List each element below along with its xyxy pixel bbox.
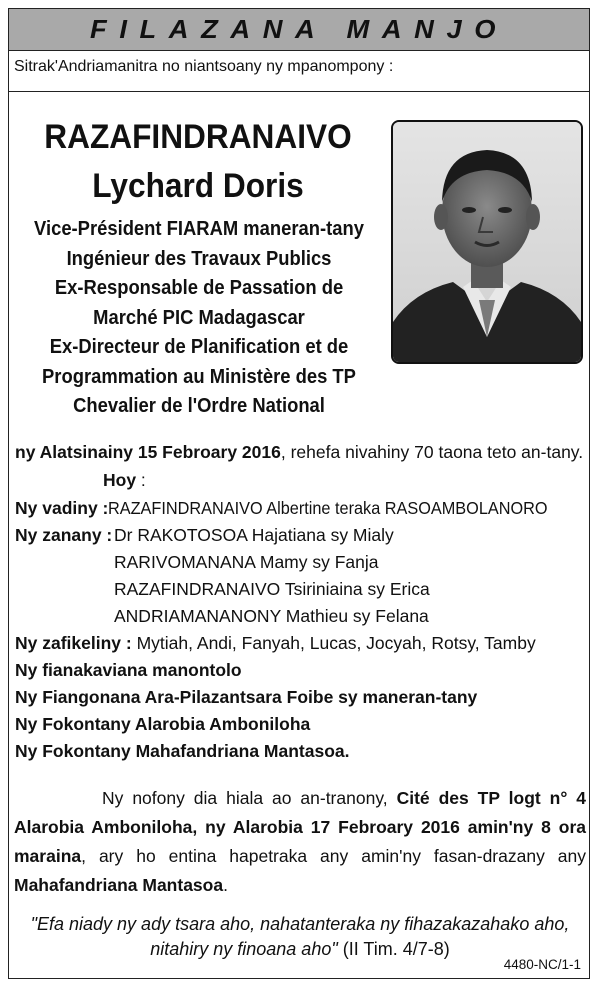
title-line: Programmation au Ministère des TP <box>42 365 356 388</box>
deceased-titles <box>19 215 379 422</box>
header-title: FILAZANA MANJO <box>89 14 509 44</box>
quote-reference: (II Tim. 4/7-8) <box>337 939 450 959</box>
other-family-text: Ny fianakaviana manontolo <box>15 660 242 680</box>
title-line: Ex-Responsable de Passation de <box>54 277 344 299</box>
grandchildren-label: Ny zafikeliny : <box>15 633 132 653</box>
death-rest: , rehefa nivahiny 70 taona teto an-tany. <box>280 442 584 462</box>
funeral-place-time: Cité des TP logt n° 4 Alarobia Amboniloha, ny Alarobia 17 Febroary 2016 amin'ny 8 ora maraina <box>14 788 587 866</box>
notice-header <box>9 9 589 51</box>
funeral-details <box>14 784 586 900</box>
death-date: ny Alatsinainy 15 Febroary 2016 <box>15 442 281 462</box>
quote-line-2: nitahiry ny finoana aho" <box>150 939 338 959</box>
title-line: Chevalier de l'Ordre National <box>73 395 325 417</box>
child-item: Dr RAKOTOSOA Hajatiana sy Mialy <box>114 525 394 545</box>
notice-frame <box>8 8 590 979</box>
quote-line-1: "Efa niady ny ady tsara aho, nahatanteraka ny fihazakazahako aho, <box>30 914 570 934</box>
other-family-line <box>15 741 350 762</box>
other-family-text: Ny Fokontany Mahafandriana Mantasoa. <box>15 741 350 761</box>
spouse-line <box>15 498 581 519</box>
funeral-part3: . <box>223 875 228 895</box>
portrait-illustration <box>393 122 581 362</box>
title-line: Vice-Président FIARAM maneran-tany <box>34 218 364 240</box>
other-family-text: Ny Fiangonana Ara-Pilazantsara Foibe sy maneran-tany <box>15 687 478 707</box>
children-label-line <box>15 525 112 546</box>
funeral-burial-place: Mahafandriana Mantasoa <box>14 875 224 895</box>
other-family-line <box>15 660 242 681</box>
spouse-name: RAZAFINDRANAIVO Albertine teraka RASOAMBOLANORO <box>108 498 548 518</box>
other-family-line <box>15 714 310 735</box>
spouse-label: Ny vadiny : <box>15 498 109 518</box>
other-family-line <box>15 687 477 708</box>
portrait-photo <box>391 120 583 364</box>
grandchildren-names: Mytiah, Andi, Fanyah, Lucas, Jocyah, Rotsy, Tamby <box>136 633 536 653</box>
title-line: Ex-Directeur de Planification et de <box>49 336 349 358</box>
child-item: RAZAFINDRANAIVO Tsiriniaina sy Erica <box>114 579 430 599</box>
funeral-part1: Ny nofony dia hiala ao an-tranony, <box>102 788 397 808</box>
funeral-part2: , ary ho entina hapetraka any amin'ny fasan-drazany any <box>81 846 586 866</box>
other-family-text: Ny Fokontany Alarobia Amboniloha <box>15 714 311 734</box>
scripture-quote <box>9 912 591 962</box>
deceased-surname: RAZAFINDRANAIVO <box>44 118 352 156</box>
grandchildren-line <box>15 633 536 654</box>
child-item: ANDRIAMANANONY Mathieu sy Felana <box>114 606 429 626</box>
deceased-given-names: Lychard Doris <box>92 167 304 205</box>
intro-line: Sitrak'Andriamanitra no niantsoany ny mpanompony : <box>9 50 589 92</box>
children-label: Ny zanany : <box>15 525 113 545</box>
child-item: RARIVOMANANA Mamy sy Fanja <box>114 552 379 572</box>
hoy-line <box>103 470 146 491</box>
title-line: Marché PIC Madagascar <box>93 306 305 329</box>
hoy-colon: : <box>136 470 146 490</box>
death-line <box>15 442 583 463</box>
title-line: Ingénieur des Travaux Publics <box>66 247 332 270</box>
hoy-label: Hoy <box>103 470 137 490</box>
reference-code: 4480-NC/1-1 <box>503 957 581 972</box>
